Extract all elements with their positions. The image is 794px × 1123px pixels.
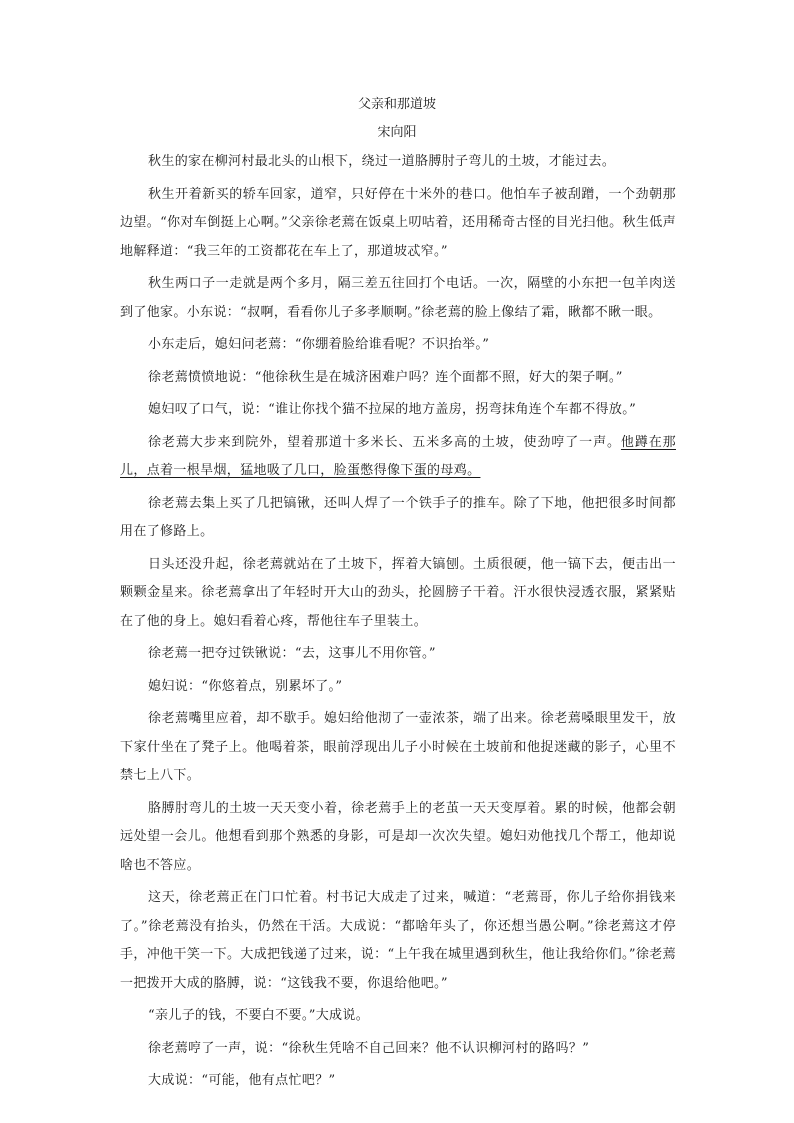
paragraph: 小东走后，媳妇问老蔫：“你绷着脸给谁看呢？不识抬举。”: [148, 337, 490, 352]
paragraph: 徐老蔫去集上买了几把镐锹，还叫人焊了一个铁手子的推车。除了下地，他把很多时间都用在了修路上。: [120, 495, 676, 539]
paragraph: 徐老蔫一把夺过铁锹说：“去，这事儿不用你管。”: [148, 646, 436, 661]
paragraph: 徐老蔫哼了一声，说：“徐秋生凭啥不自己回来？他不认识柳河村的路吗？”: [148, 1040, 590, 1056]
paragraph: 媳妇说：“你悠着点，别累坏了。”: [148, 678, 343, 694]
paragraph: 大成说：“可能，他有点忙吧？”: [148, 1073, 336, 1088]
article-author: 宋向阳: [377, 125, 417, 140]
paragraph: 日头还没升起，徐老蔫就站在了土坡下，挥着大镐刨。土质很硬，他一镐下去，便击出一颗颗金星来。徐老蔫拿出了年轻时开大山的劲头，抡圆膀子干着。汗水很快浸透衣服，紧紧贴在了他的身上。媳妇看着心疼，帮他往车子里装土。: [120, 556, 676, 629]
article-title: 父亲和那道坡: [357, 97, 436, 112]
paragraph: 媳妇叹了口气，说：“谁让你找个猫不拉屎的地方盖房，拐弯抹角连个车都不得放。”: [148, 402, 637, 417]
paragraph: 胳膊肘弯儿的土坡一天天变小着，徐老蔫手上的老茧一天天变厚着。累的时候，他都会朝远处望一会儿。他想看到那个熟悉的身影，可是却一次次失望。媳妇劝他找几个帮工，他却说啥也不答应。: [120, 800, 676, 873]
paragraph: “亲儿子的钱，不要白不要。”大成说。: [148, 1008, 370, 1023]
paragraph: 秋生的家在柳河村最北头的山根下，绕过一道胳膊肘子弯儿的土坡，才能过去。: [148, 154, 616, 169]
paragraph: 这天，徐老蔫正在门口忙着。村书记大成走了过来，喊道：“老蔫哥，你儿子给你捐钱来了。”徐老蔫没有抬头，仍然在干活。大成说：“都啥年头了，你还想当愚公啊。”徐老蔫这才停手，冲他干笑一下。大成把钱递了过来，说：“上午我在城里遇到秋生，他让我给你们。”徐老蔫一把拨开大成的胳膊，说：“这钱我不要，你退给他吧。”: [120, 890, 676, 991]
paragraph: 秋生两口子一走就是两个多月，隔三差五往回打个电话。一次，隔壁的小东把一包羊肉送到了他家。小东说：“叔啊，看看你儿子多孝顺啊。”徐老蔫的脸上像结了霜，瞅都不瞅一眼。: [120, 276, 676, 320]
paragraph: 徐老蔫愤愤地说：“他徐秋生是在城济困难户吗？连个面都不照，好大的架子啊。”: [148, 369, 623, 385]
article-body: [120, 148, 676, 1100]
paragraph: 秋生开着新买的轿车回家，道窄，只好停在十米外的巷口。他怕车子被刮蹭，一个劲朝那边望。“你对车倒挺上心啊。”父亲徐老蔫在饭桌上叨咕着，还用稀奇古怪的目光扫他。秋生低声地解释道：“我三年的工资都花在车上了，那道坡忒窄。”: [120, 186, 676, 259]
paragraph-with-underline: [120, 429, 676, 486]
paragraph: 徐老蔫嘴里应着，却不歇手。媳妇给他沏了一壶浓茶，端了出来。徐老蔫嗓眼里发干，放下家什坐在了凳子上。他喝着茶，眼前浮现出儿子小时候在土坡前和他捉迷藏的影子，心里不禁七上八下。: [120, 711, 676, 783]
underlined-sentence: 他蹲在那儿，点着一根旱烟，猛地吸了几口，脸蛋憋得像下蛋的母鸡。: [120, 434, 676, 478]
paragraph-text: 徐老蔫大步来到院外，望着那道十多米长、五米多高的土坡，使劲哼了一声。: [148, 434, 621, 450]
